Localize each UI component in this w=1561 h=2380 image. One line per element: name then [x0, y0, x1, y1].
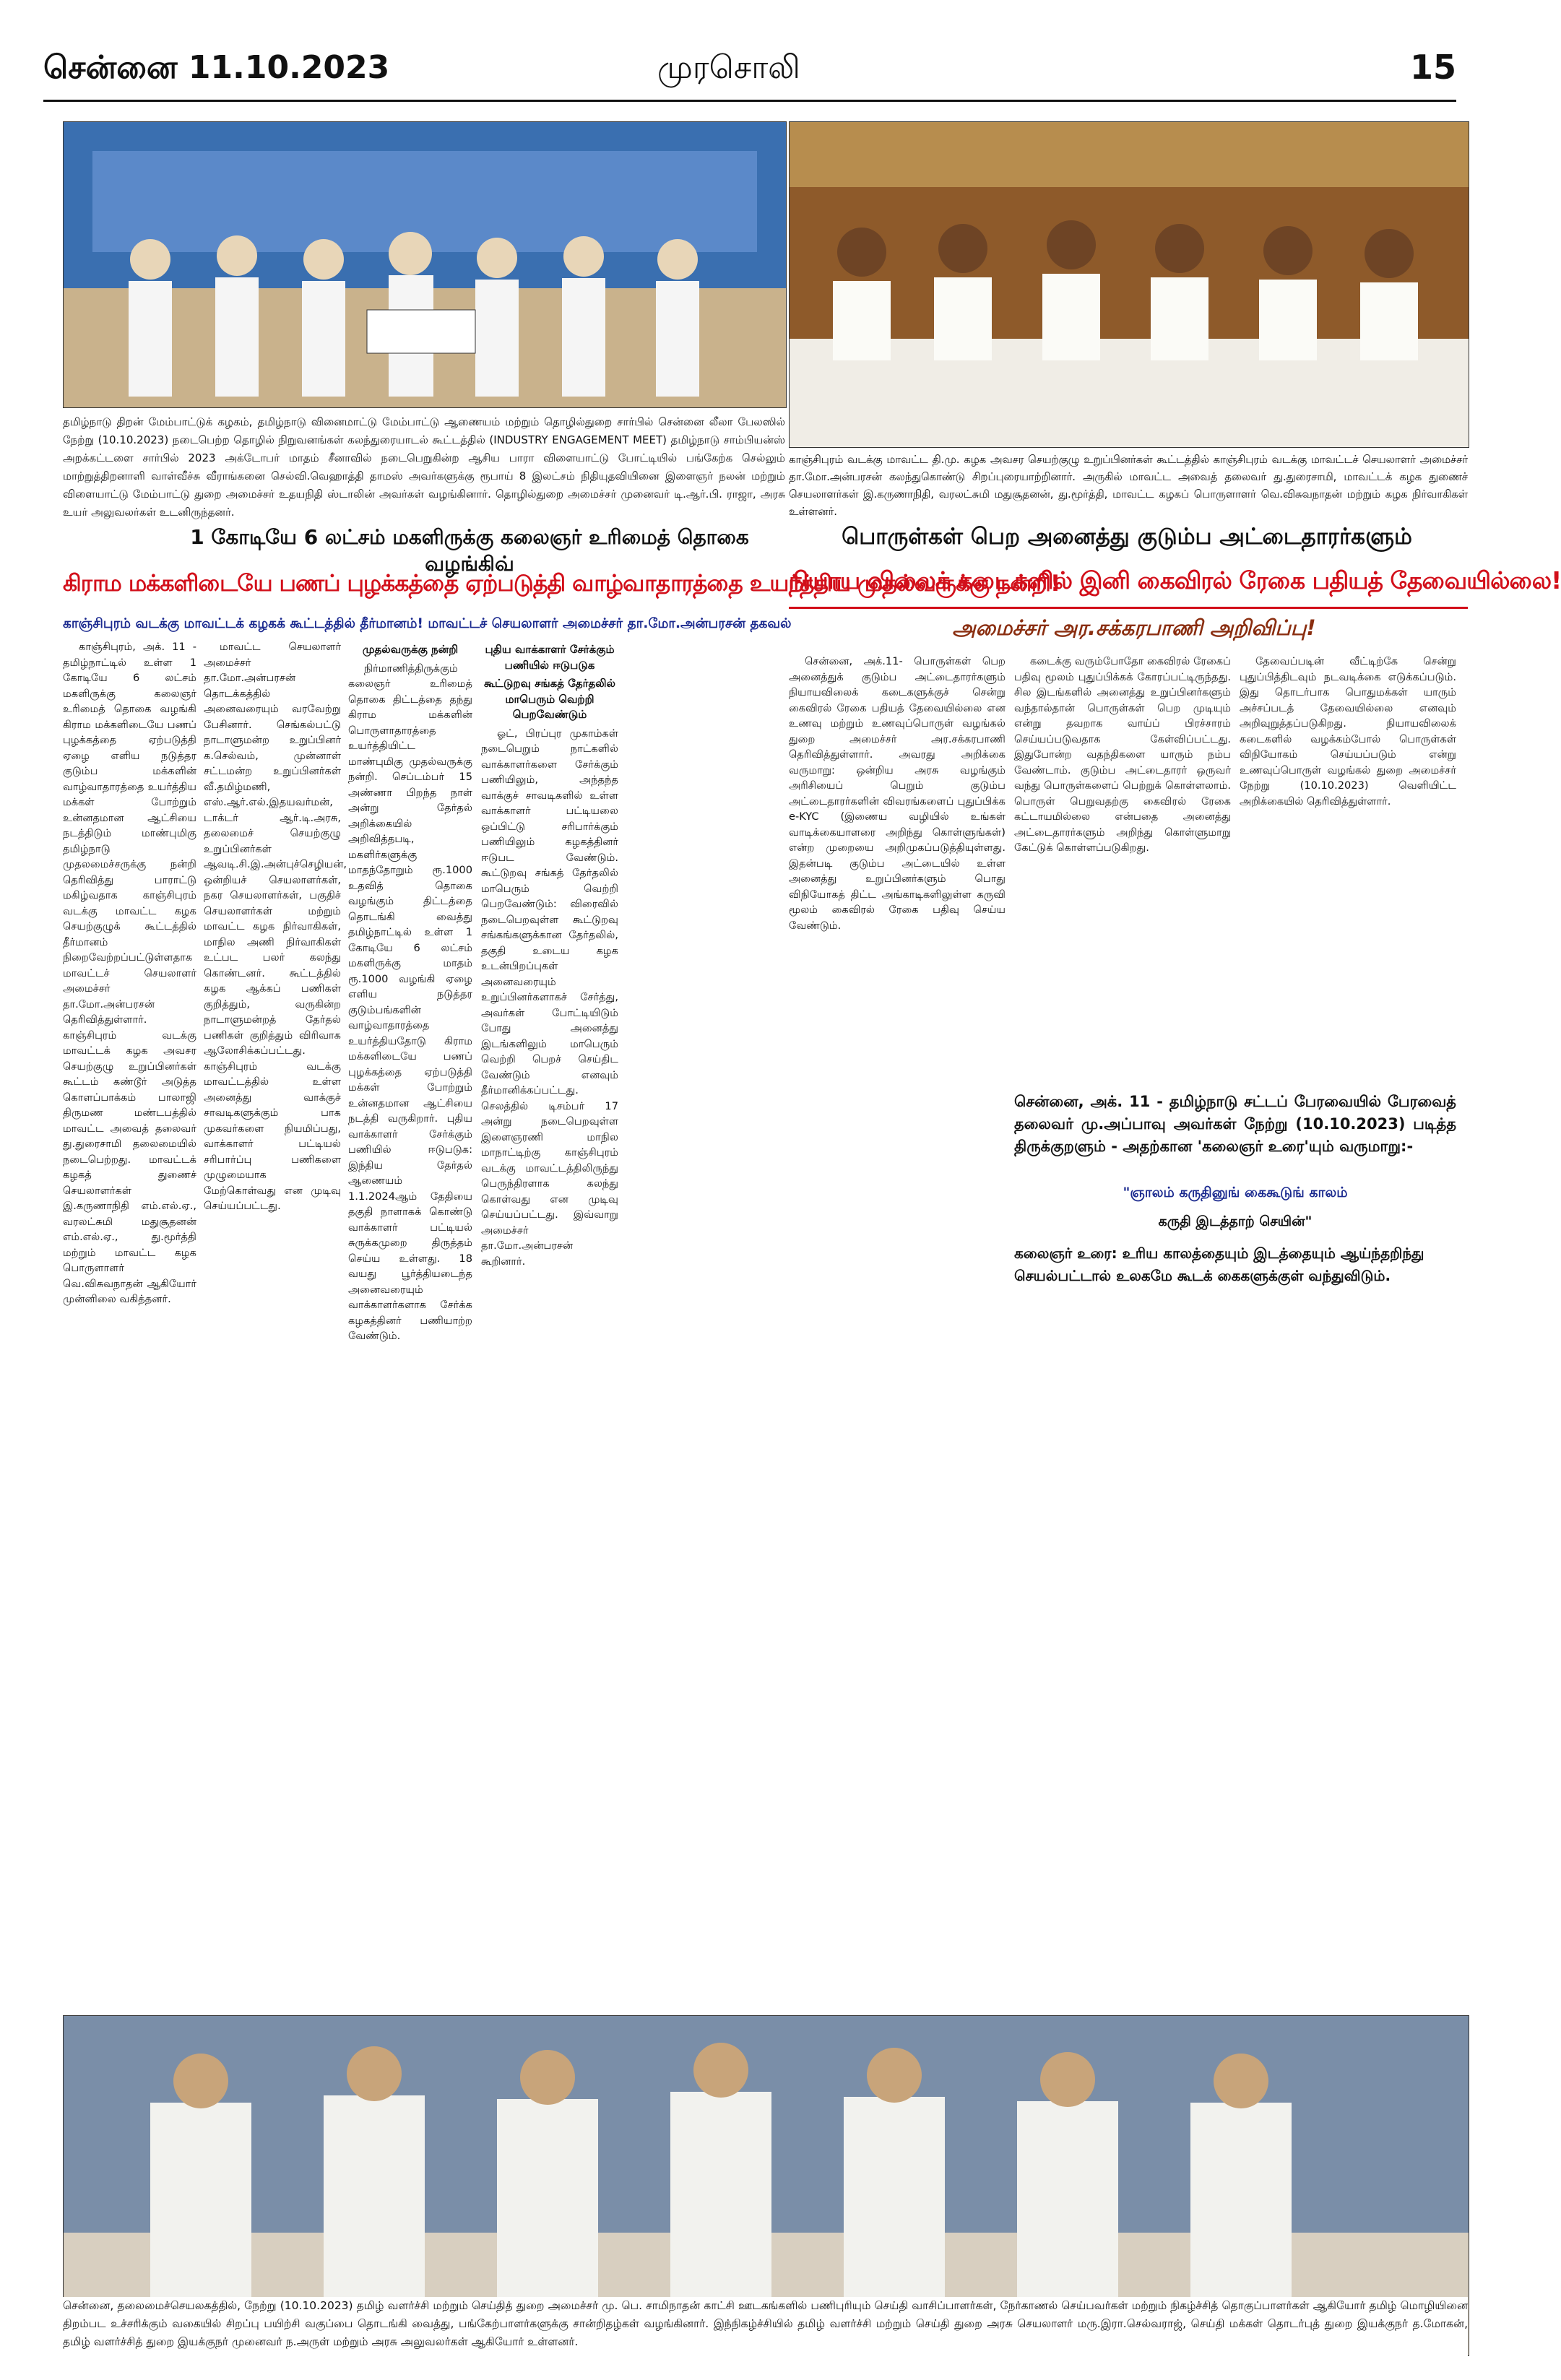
issue-date: சென்னை 11.10.2023 — [43, 49, 390, 86]
middle-heading-voters: புதிய வாக்காளர் சேர்க்கும் பணியில் ஈடுபடுக — [485, 643, 615, 672]
story1-subhead: காஞ்சிபுரம் வடக்கு மாவட்டக் கழகக் கூட்டத்தில் தீர்மானம்! மாவட்டச் செயலாளர் அமைச்சர் தா.மோ.அன்பரசன் தகவல் — [63, 616, 792, 631]
story2-column-3: தேவைப்படின் வீட்டிற்கே சென்று புதுப்பித்திடவும் நடவடிக்கை எடுக்கப்படும். இது தொடர்பாக பொதுமக்கள் யாரும் அச்சப்படத் தேவையில்லை எனவும் அறிவுறுத்தப்படுகிறது. நியாயவிலைக் கடைகளில் வழக்கம்போல் பொருள்கள் விநியோகம் செய்யப்படும் என்று உணவுப்பொருள் வழங்கல் துறை அமைச்சர் நேற்று (10.10.2023) வெளியிட்ட அறிக்கையில் தெரிவித்துள்ளார். — [1240, 655, 1456, 808]
masthead-rule — [43, 100, 1456, 102]
story2-kicker: பொருள்கள் பெற அனைத்து குடும்ப அட்டைதாரர்களும் — [842, 524, 1412, 550]
middle-heading-cooperative: கூட்டுறவு சங்கத் தேர்தலில் மாபெரும் வெற்றி பெறவேண்டும் — [484, 677, 615, 721]
story2-column-1: சென்னை, அக்.11- பொருள்கள் பெற அனைத்துக் குடும்ப அட்டைதாரர்களும் நியாயவிலைக் கடைகளுக்குச் சென்று கைவிரல் ரேகை பதியத் தேவையில்லை என உணவு மற்றும் உணவுப்பொருள் வழங்கல் துறை அமைச்சர் அர.சக்கரபாணி தெரிவித்துள்ளார். அவரது அறிக்கை வருமாறு: ஒன்றிய அரசு வழங்கும் அரிசியைப் பெறும் குடும்ப அட்டைதாரர்களின் விவரங்களைப் புதுப்பிக்க e-KYC (இணைய வழியில் உங்கள் வாடிக்கையாளரை அறிந்து கொள்ளுங்கள்) என்ற முறையை அறிமுகப்படுத்தியுள்ளது. இதன்படி குடும்ப அட்டையில் உள்ள அனைத்து உறுப்பினர்களும் பொது விநியோகத் திட்ட அங்காடிகளிலுள்ள கருவி மூலம் கைவிரல் ரேகை பதிவு செய்ய வேண்டும். — [789, 655, 1006, 932]
page-number: 15 — [1409, 48, 1456, 87]
photo-caption-tamil-training: சென்னை, தலைமைச்செயலகத்தில், நேற்று (10.10.2023) தமிழ் வளர்ச்சி மற்றும் செய்தித் துறை அமைச்சர் மு. பெ. சாமிநாதன் காட்சி ஊடகங்களில் பணிபுரியும் செய்தி வாசிப்பாளர்கள், நேர்காணல் செய்பவர்கள் மற்றும் நிகழ்ச்சித் தொகுப்பாளர்கள் ஆகியோர் தமிழ் மொழியினை திறம்பட உச்சரிக்கும் வகையில் சிறப்பு பயிற்சி வகுப்பை தொடங்கி வைத்து, பங்கேற்பாளர்களுக்கு சான்றிதழ்கள் வழங்கினார். இந்நிகழ்ச்சியில் தமிழ் வளர்ச்சி மற்றும் செய்தி துறை அரசு செயலாளர் மரு.இரா.செல்வராஜ், செய்தி மக்கள் தொடர்புத் துறை இயக்குநர் த.மோகன், தமிழ் வளர்ச்சித் துறை இயக்குநர் முனைவர் ந.அருள் மற்றும் அரசு அலுவலர்கள் ஆகியோர் உள்ளனர். — [63, 2297, 1468, 2369]
photo-sports-aid — [63, 121, 787, 408]
middle-heading-thanks: முதல்வருக்கு நன்றி — [362, 643, 459, 656]
story1-column-2: மாவட்ட செயலாளர் அமைச்சர் தா.மோ.அன்பரசன் தொடக்கத்தில் அனைவரையும் வரவேற்று பேசினார். செங்கல்பட்டு நாடாளுமன்ற உறுப்பினர் க.செல்வம், முன்னாள் சட்டமன்ற உறுப்பினர்கள் வீ.தமிழ்மணி, எஸ்.ஆர்.எல்.இதயவர்மன், டாக்டர் ஆர்.டி.அரசு, தலைமைச் செயற்குழு உறுப்பினர்கள் ஆவடி.சி.இ.அன்புச்செழியன், ஒன்றியச் செயலாளர்கள், நகர செயலாளர்கள், பகுதிச் செயலாளர்கள் மற்றும் மாவட்ட கழக நிர்வாகிகள், மாநில அணி நிர்வாகிகள் உட்பட பலர் கலந்து கொண்டனர். கூட்டத்தில் கழக ஆக்கப் பணிகள் குறித்தும், வருகின்ற நாடாளுமன்றத் தேர்தல் பணிகள் குறித்தும் விரிவாக ஆலோசிக்கப்பட்டது. காஞ்சிபுரம் வடக்கு மாவட்டத்தில் உள்ள அனைத்து வாக்குச் சாவடிகளுக்கும் பாக முகவர்களை நியமிப்பது, வாக்காளர் பட்டியல் சரிபார்ப்பு பணிகளை முழுமையாக மேற்கொள்வது என முடிவு செய்யப்பட்டது. — [204, 641, 347, 1212]
story2-subhead: அமைச்சர் அர.சக்கரபாணி அறிவிப்பு! — [952, 615, 1316, 640]
story1-column-4: புதிய வாக்காளர் சேர்க்கும் பணியில் ஈடுபடுக கூட்டுறவு சங்கத் தேர்தலில் மாபெரும் வெற்றி பெறவேண்டும் ஓட், பிரப்புர முகாம்கள் நடைபெறும் நாட்களில் வாக்காளர்களை சேர்க்கும் பணியிலும், அந்தந்த வாக்குச் சாவடிகளில் உள்ள வாக்காளர் பட்டியலை ஒப்பிட்டு சரிபார்க்கும் பணியிலும் கழகத்தினர் ஈடுபட வேண்டும். கூட்டுறவு சங்கத் தேர்தலில் மாபெரும் வெற்றி பெறவேண்டும்: விரைவில் நடைபெறவுள்ள கூட்டுறவு சங்கங்களுக்கான தேர்தலில், தகுதி உடைய கழக உடன்பிறப்புகள் அனைவரையும் உறுப்பினர்களாகச் சேர்த்து, அவர்கள் போட்டியிடும் போது அனைத்து இடங்களிலும் மாபெரும் வெற்றி பெறச் செய்திட வேண்டும் எனவும் தீர்மானிக்கப்பட்டது. செலத்தில் டிசம்பர் 17 அன்று நடைபெறவுள்ள இளைஞரணி மாநில மாநாட்டிற்கு காஞ்சிபுரம் வடக்கு மாவட்டத்திலிருந்து பெருந்திரளாக கலந்து கொள்வது என முடிவு செய்யப்பட்டது. இவ்வாறு அமைச்சர் தா.மோ.அன்பரசன் கூறினார். — [481, 643, 618, 1268]
story2-headline: நியாய விலைக் கடைகளில் இனி கைவிரல் ரேகை பதியத் தேவையில்லை! — [789, 566, 1561, 594]
photo-caption-sports-aid: தமிழ்நாடு திறன் மேம்பாட்டுக் கழகம், தமிழ்நாடு வினைமாட்டு மேம்பாட்டு ஆணையம் மற்றும் தொழில்துறை சார்பில் சென்னை லீலா பேலஸில் நேற்று (10.10.2023) நடைபெற்ற தொழில் நிறுவனங்கள் கலந்துரையாடல் கூட்டத்தில் (INDUSTRY ENGAGEMENT MEET) தமிழ்நாடு சாம்பியன்ஸ் அறக்கட்டளை சார்பில் 2023 அக்டோபர் மாதம் சீனாவில் நடைபெறுகின்ற ஆசிய பாரா விளையாட்டு போட்டியில் பங்கேற்க செல்லும் மாற்றுத்திறனாளி வாள்வீச்சு வீராங்கனை செல்வி.வெஹாத்தி தாமஸ் அவர்களுக்கு ரூபாய் 8 இலட்சம் நிதியுதவியினை இளைஞர் நலன் மற்றும் விளையாட்டு மேம்பாட்டு துறை அமைச்சர் உதயநிதி ஸ்டாலின் அவர்கள் வழங்கினார். தொழில்துறை அமைச்சர் முனைவர் டி.ஆர்.பி. ராஜா, அரசு உயர் அலுவலர்கள் உடனிருந்தனர். — [63, 415, 785, 519]
story2-column-2: கடைக்கு வரும்போதோ கைவிரல் ரேகைப் பதிவு மூலம் புதுப்பிக்கக் கோரப்பட்டிருந்தது. சில இடங்களில் அனைத்து உறுப்பினர்களும் வந்தால்தான் பொருள்கள் பெற முடியும் என்று தவறாக வாய்ப் பிரச்சாரம் செய்யப்படுவதாக கேள்விப்பட்டது. இதுபோன்ற வதந்திகளை யாரும் நம்ப வேண்டாம். குடும்ப அட்டைதாரர் ஒருவர் வந்து பொருள்களைப் பெற்றுக் கொள்ளலாம். பொருள் பெறுவதற்கு கைவிரல் ரேகை கட்டாயமில்லை என்பதை அனைத்து அட்டைதாரர்களும் அறிந்து கொள்ளுமாறு கேட்டுக் கொள்ளப்படுகிறது. — [1014, 655, 1231, 854]
masthead — [43, 43, 1456, 101]
story1-headline: கிராம மக்களிடையே பணப் புழக்கத்தை ஏற்படுத்தி வாழ்வாதாரத்தை உயர்த்திய முதல்வருக்கு நன்றி! — [63, 571, 1060, 597]
photo-district-meeting — [789, 121, 1469, 448]
kural-line-1: "ஞாலம் கருதினுங் கைகூடுங் காலம் — [1123, 1185, 1348, 1200]
newspaper-name: முரசொலி — [657, 49, 800, 86]
speech-dateline: சென்னை, அக். 11 - தமிழ்நாடு சட்டப் பேரவையில் பேரவைத் தலைவர் மு.அப்பாவு அவர்கள் நேற்று (10.10.2023) படித்த திருக்குறளும் - அதற்கான 'கலைஞர் உரை'யும் வருமாறு:- — [1014, 1093, 1456, 1155]
photo-caption-district-meeting: காஞ்சிபுரம் வடக்கு மாவட்ட தி.மு. கழக அவசர செயற்குழு உறுப்பினர்கள் கூட்டத்தில் காஞ்சிபுரம் வடக்கு மாவட்டச் செயலாளர் அமைச்சர் தா.மோ.அன்பரசன் கலந்துகொண்டு சிறப்புரையாற்றினார். அருகில் மாவட்ட அவைத் தலைவர் து.துரைசாமி, மாவட்டக் கழக துணைச் செயலாளர்கள் இ.கருணாநிதி, வரலட்சுமி மதுசூதனன், து.மூர்த்தி, மாவட்ட கழகப் பொருளாளர் வெ.விசுவநாதன் மற்றும் கழக நிர்வாகிகள் உள்ளனர். — [789, 454, 1468, 518]
story1-column-3: முதல்வருக்கு நன்றி நிர்மாணித்திருக்கும் கலைஞர் உரிமைத் தொகை திட்டத்தை தந்து கிராம மக்களின் பொருளாதாரத்தை உயர்த்தியிட்ட மாண்புமிகு முதல்வருக்கு நன்றி. செப்டம்பர் 15 அண்ணா பிறந்த நாள் அன்று தேர்தல் அறிக்கையில் அறிவித்தபடி, மகளிர்களுக்கு மாதந்தோறும் ரூ.1000 உதவித் தொகை வழங்கும் திட்டத்தை தொடங்கி வைத்து தமிழ்நாட்டில் உள்ள 1 கோடியே 6 லட்சம் மகளிருக்கு மாதம் ரூ.1000 வழங்கி ஏழை எளிய நடுத்தர குடும்பங்களின் வாழ்வாதாரத்தை உயர்த்தியதோடு கிராம மக்களிடையே பணப் புழக்கத்தை ஏற்படுத்தி மக்கள் போற்றும் உன்னதமான ஆட்சியை நடத்தி வருகிறார். புதிய வாக்காளர் சேர்க்கும் பணியில் ஈடுபடுக: இந்திய தேர்தல் ஆணையம் 1.1.2024ஆம் தேதியை தகுதி நாளாகக் கொண்டு வாக்காளர் பட்டியல் சுருக்கமுறை திருத்தம் செய்ய உள்ளது. 18 வயது பூர்த்தியடைந்த அனைவரையும் வாக்காளர்களாக சேர்க்க கழகத்தினர் பணியாற்ற வேண்டும். — [348, 643, 472, 1342]
story1-column-1: காஞ்சிபுரம், அக். 11 - தமிழ்நாட்டில் உள்ள 1 கோடியே 6 லட்சம் மகளிருக்கு கலைஞர் உரிமைத் தொகை வழங்கி கிராம மக்களிடையே பணப் புழக்கத்தை ஏற்படுத்தி ஏழை எளிய நடுத்தர குடும்ப மக்களின் வாழ்வாதாரத்தை உயர்த்திய மக்கள் போற்றும் உன்னதமான ஆட்சியை நடத்திடும் மாண்புமிகு தமிழ்நாடு முதலமைச்சருக்கு நன்றி தெரிவித்து பாராட்டு மகிழ்வதாக காஞ்சிபுரம் வடக்கு மாவட்ட கழக செயற்குழுக் கூட்டத்தில் தீர்மானம் நிறைவேற்றப்பட்டுள்ளதாக மாவட்டச் செயலாளர் அமைச்சர் தா.மோ.அன்பரசன் தெரிவித்துள்ளார். காஞ்சிபுரம் வடக்கு மாவட்டக் கழக அவசர செயற்குழு உறுப்பினர்கள் கூட்டம் கண்டூர் அடுத்த கொளப்பாக்கம் பாலாஜி திருமண மண்டபத்தில் மாவட்ட அவைத் தலைவர் து.துரைசாமி தலைமையில் நடைபெற்றது. மாவட்டக் கழகத் துணைச் செயலாளர்கள் இ.கருணாநிதி எம்.எல்.ஏ., வரலட்சுமி மதுசூதனன் எம்.எல்.ஏ., து.மூர்த்தி மற்றும் மாவட்ட கழக பொருளாளர் வெ.விசுவநாதன் ஆகியோர் முன்னிலை வகித்தனர். — [63, 641, 196, 1305]
story1-kicker: 1 கோடியே 6 லட்சம் மகளிருக்கு கலைஞர் உரிமைத் தொகை வழங்கிவ் — [190, 525, 749, 576]
decorative-rule — [789, 607, 1468, 609]
kural-line-2: கருதி இடத்தாற் செயின்" — [1158, 1213, 1313, 1229]
kalaignar-explanation: கலைஞர் உரை: உரிய காலத்தையும் இடத்தையும் ஆய்ந்தறிந்து செயல்பட்டால் உலகமே கூடக் கைகளுக்குள் வந்துவிடும். — [1014, 1245, 1424, 1284]
